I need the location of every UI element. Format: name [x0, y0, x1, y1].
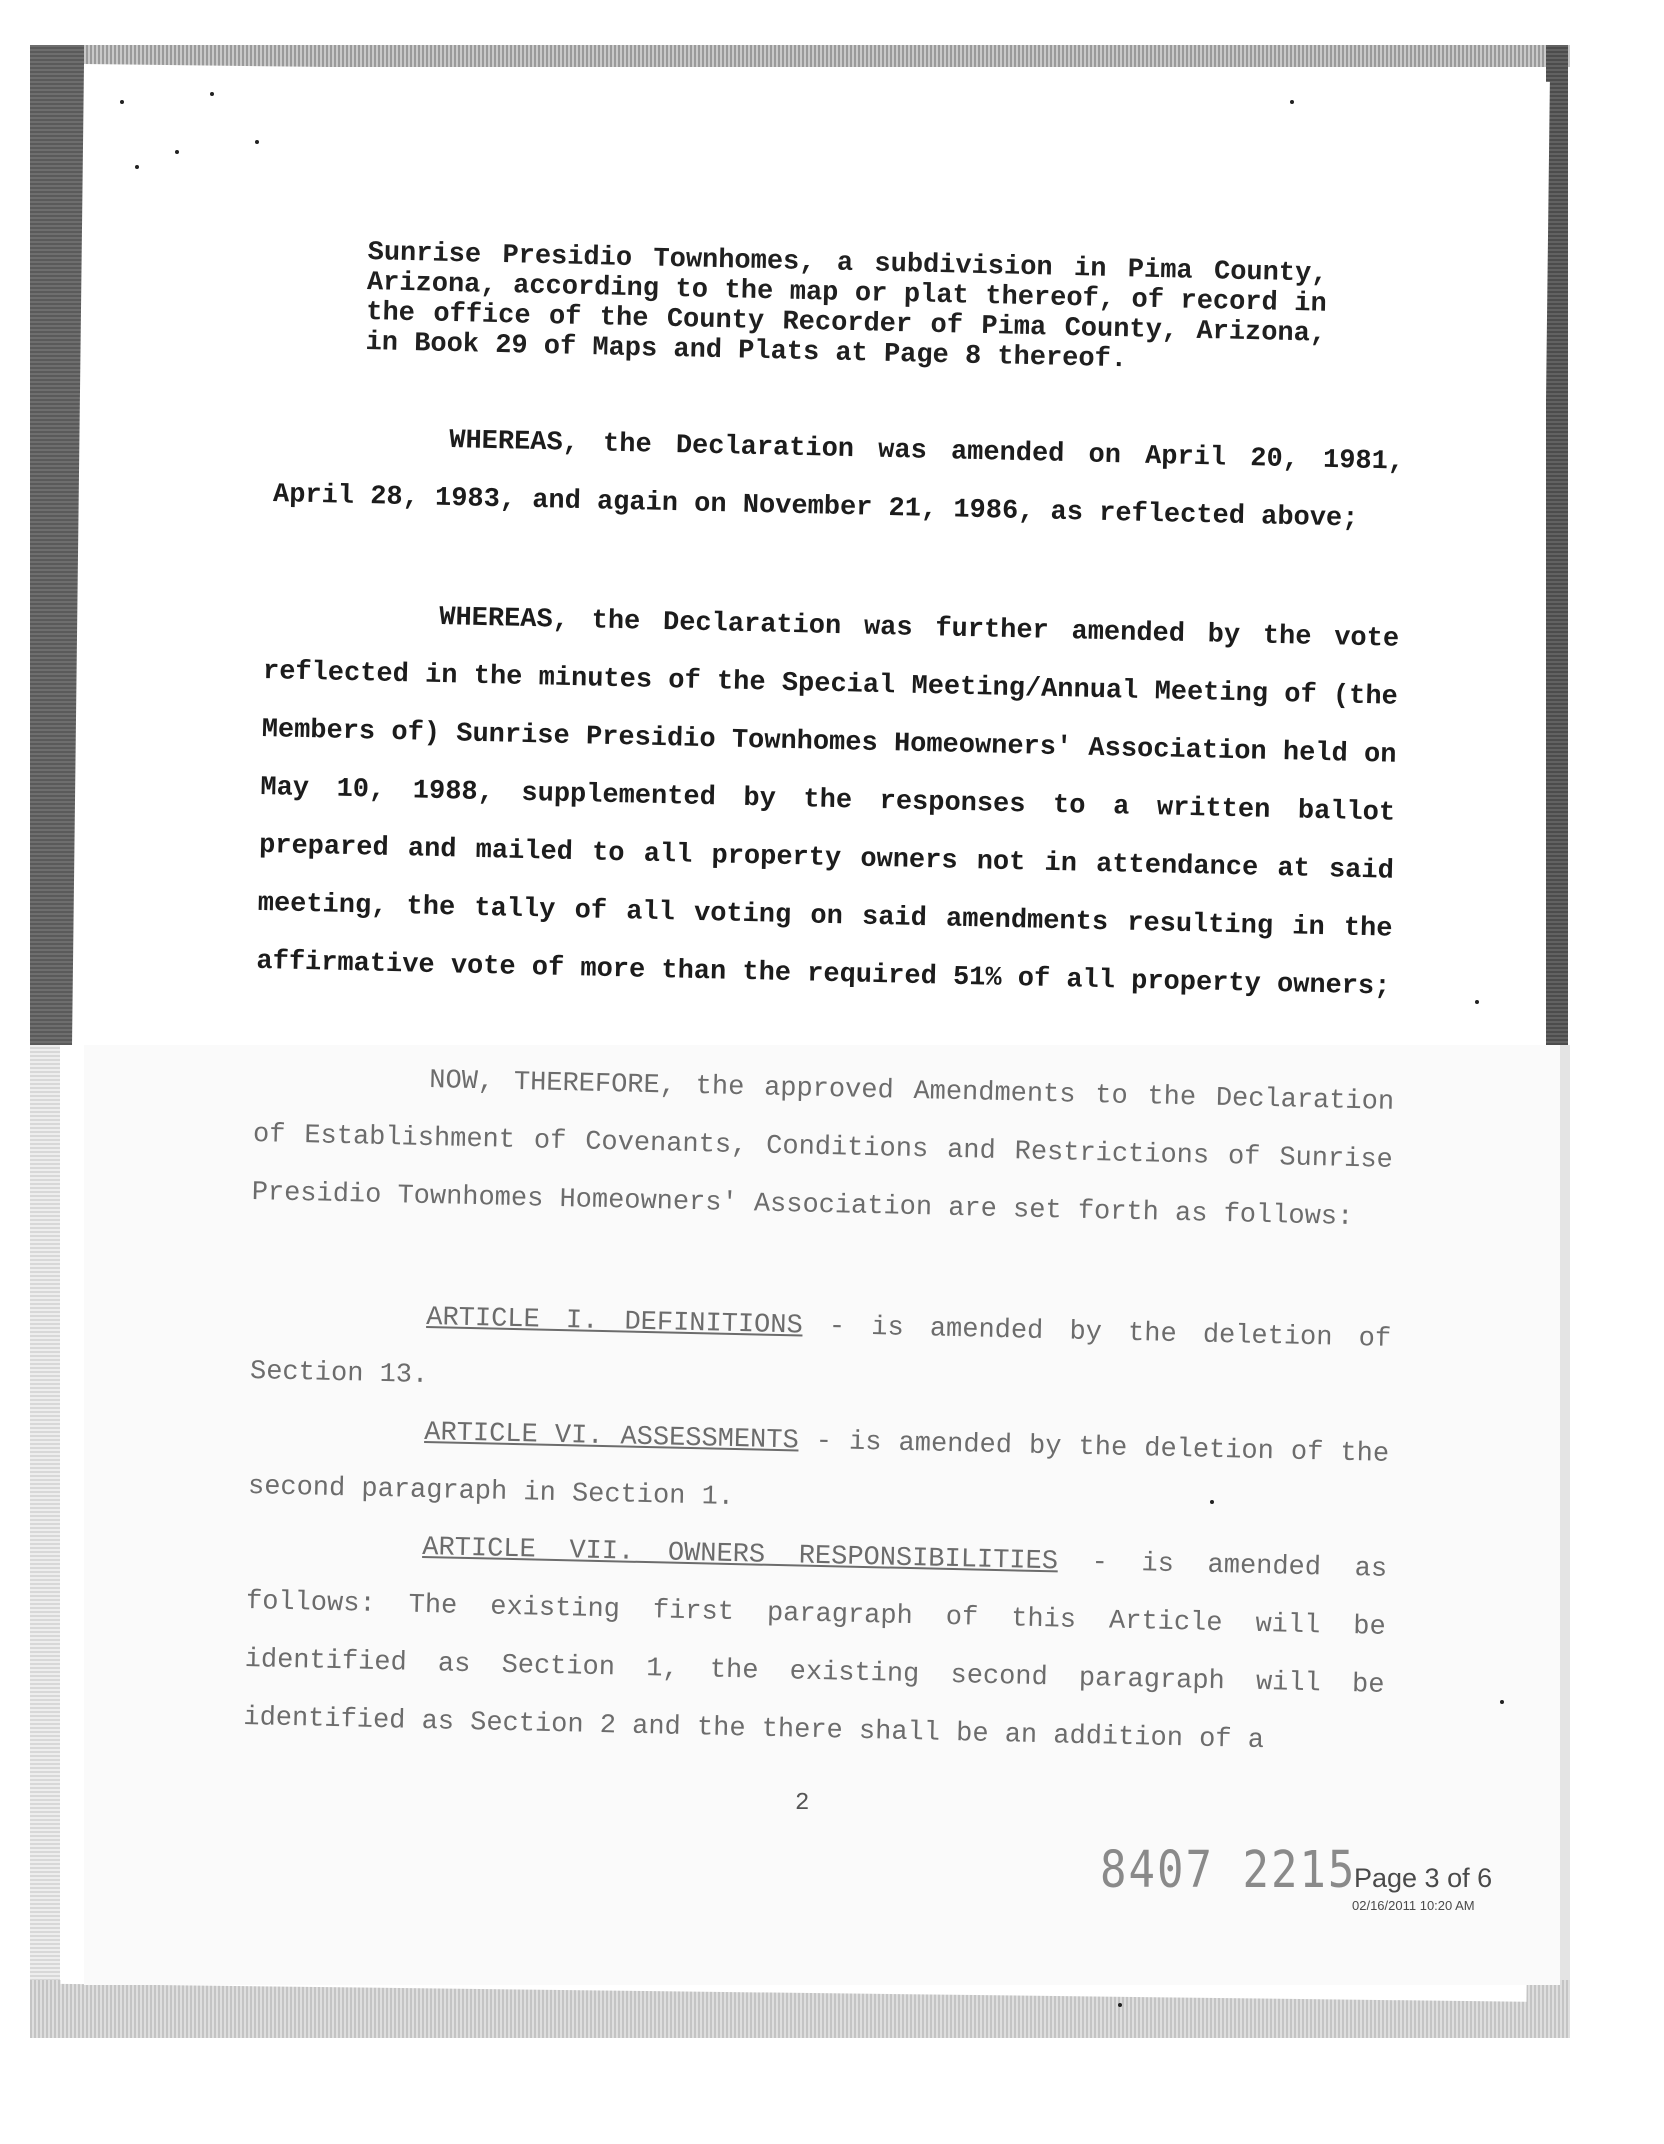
article-1-heading: ARTICLE I. DEFINITIONS	[425, 1302, 804, 1342]
article-7-text: - is amended as follows: The existing first paragraph of this Article will be identified as Section 1, the existing second paragraph will be identified as Section 2 and the there shall be an addition of a	[243, 1547, 1388, 1757]
record-number: 8407 2215	[1100, 1841, 1357, 1900]
whereas-paragraph-2: WHEREAS, the Declaration was further amended by the vote reflected in the minutes of the Special Meeting/Annual Meeting of (the Members of) Sunrise Presidio Townhomes Homeowners' Association held on May 10, 1988, supplemented by the responses to a written ballot prepared and mailed to all property owners not in attendance at said meeting, the tally of all voting on said amendments resulting in the affirmative vote of more than the required 51% of all property owners;	[256, 602, 1400, 1003]
whereas-paragraph-1: WHEREAS, the Declaration was amended on April 20, 1981, April 28, 1983, and again on November 21, 1986, as reflected above;	[272, 425, 1405, 535]
now-therefore-paragraph: NOW, THEREFORE, the approved Amendments to the Declaration of Establishment of Covenants, Conditions and Restrictions of Sunrise Presidio Townhomes Homeowners' Association are set forth as follows:	[251, 1065, 1395, 1233]
article-6-text: - is amended by the deletion of the second paragraph in Section 1.	[247, 1426, 1390, 1514]
page-of-indicator: Page 3 of 6	[1354, 1863, 1493, 1893]
timestamp: 02/16/2011 10:20 AM	[1352, 1898, 1475, 1913]
article-7-heading: ARTICLE VII. OWNERS RESPONSIBILITIES	[421, 1532, 1059, 1578]
article-1-text: - is amended by the deletion of Section 13.	[249, 1311, 1392, 1392]
page-number: 2	[795, 1790, 810, 1817]
legal-description: Sunrise Presidio Townhomes, a subdivision in Pima County, Arizona, according to the map or plat thereof, of record in the office of the County Recorder of Pima County, Arizona, in Book 29 of Maps and Plats at Page 8 thereof.	[365, 238, 1328, 376]
article-6-heading: ARTICLE VI. ASSESSMENTS	[423, 1417, 800, 1457]
article-7-paragraph	[243, 1515, 1388, 1773]
